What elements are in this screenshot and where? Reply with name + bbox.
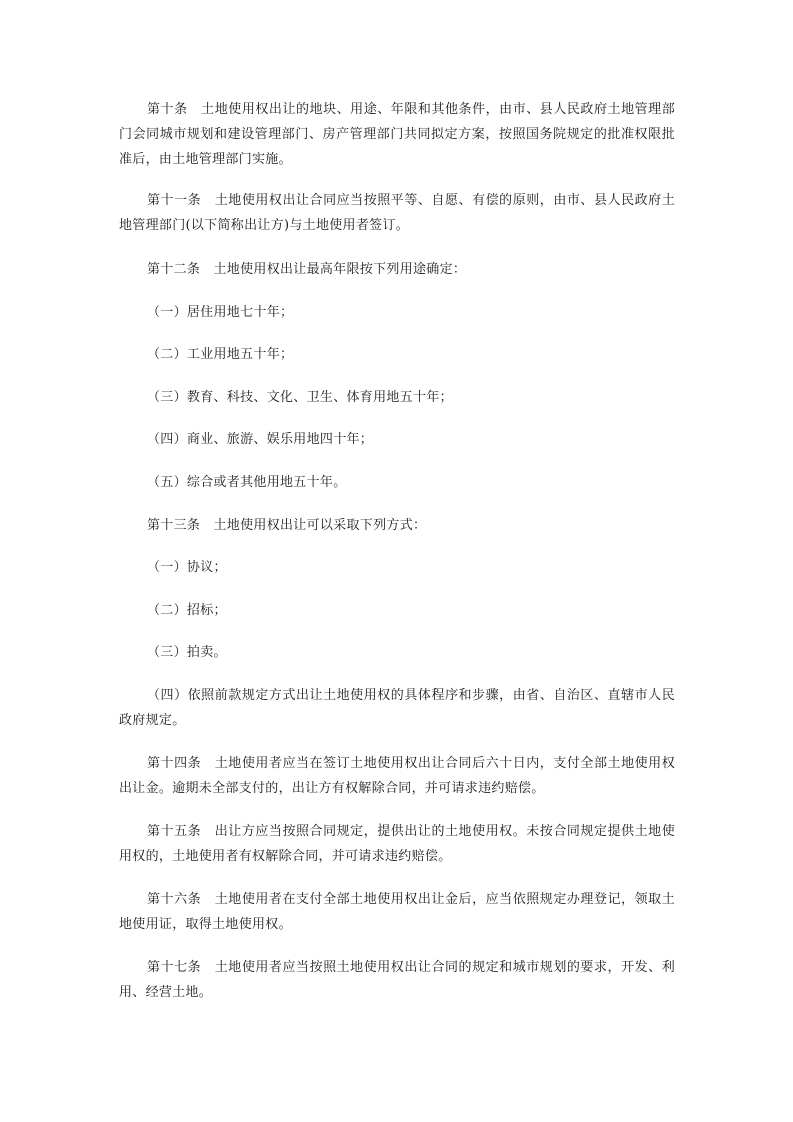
article-11-paragraph: 第十一条 土地使用权出让合同应当按照平等、自愿、有偿的原则，由市、县人民政府土地管理部门(以下简称出让方)与土地使用者签订。 [119, 193, 675, 233]
article-13-item-3: （三）拍卖。 [147, 645, 227, 660]
article-12-item-1: （一）居住用地七十年； [147, 305, 294, 320]
article-12-item-5: （五）综合或者其他用地五十年。 [147, 475, 347, 490]
article-12-item-4: （四）商业、旅游、娱乐用地四十年； [147, 432, 374, 447]
article-12-paragraph: 第十二条 土地使用权出让最高年限按下列用途确定： [147, 262, 467, 277]
article-13-paragraph: 第十三条 土地使用权出让可以采取下列方式： [147, 518, 427, 533]
article-17-paragraph: 第十七条 土地使用者应当按照土地使用权出让合同的规定和城市规划的要求，开发、利用、经营土地。 [119, 960, 675, 1000]
article-14-paragraph: 第十四条 土地使用者应当在签订土地使用权出让合同后六十日内，支付全部土地使用权出让金。逾期未全部支付的，出让方有权解除合同，并可请求违约赔偿。 [119, 756, 675, 796]
article-16-paragraph: 第十六条 土地使用者在支付全部土地使用权出让金后，应当依照规定办理登记，领取土地使用证，取得土地使用权。 [119, 892, 675, 932]
article-13-item-2: （二）招标； [147, 603, 227, 618]
article-12-item-2: （二）工业用地五十年； [147, 347, 294, 362]
article-13-item-1: （一）协议； [147, 560, 227, 575]
article-10-paragraph: 第十条 土地使用权出让的地块、用途、年限和其他条件，由市、县人民政府土地管理部门会同城市规划和建设管理部门、房产管理部门共同拟定方案，按照国务院规定的批准权限批准后，由土地管理部门实施。 [119, 102, 675, 167]
article-15-paragraph: 第十五条 出让方应当按照合同规定，提供出让的土地使用权。未按合同规定提供土地使用权的，土地使用者有权解除合同，并可请求违约赔偿。 [119, 824, 675, 864]
article-13-item-4: （四）依照前款规定方式出让土地使用权的具体程序和步骤，由省、自治区、直辖市人民政府规定。 [119, 688, 675, 728]
article-12-item-3: （三）教育、科技、文化、卫生、体育用地五十年； [147, 390, 453, 405]
